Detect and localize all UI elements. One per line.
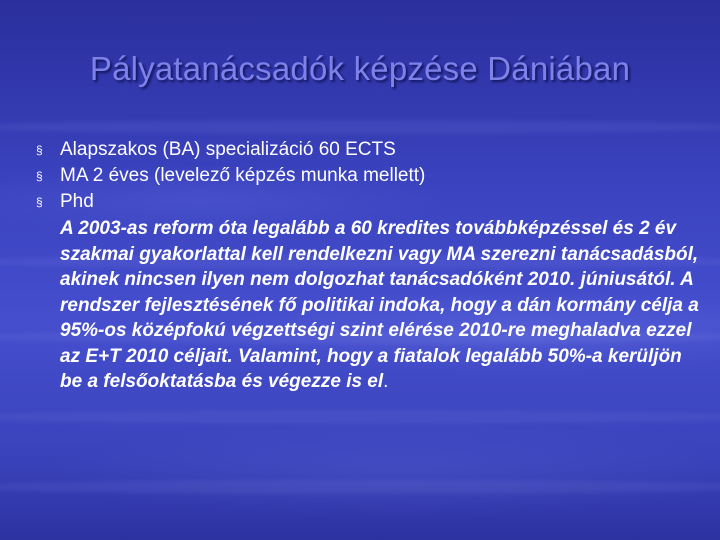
bullet-item — [36, 189, 696, 215]
background-wave — [0, 410, 720, 424]
bullet-item — [36, 163, 696, 189]
background-wave — [0, 480, 720, 494]
body-paragraph — [60, 216, 700, 395]
bullet-icon: § — [36, 169, 43, 183]
bullet-icon: § — [36, 143, 43, 157]
bullet-text: Alapszakos (BA) specializáció 60 ECTS — [60, 139, 396, 160]
body-paragraph-period: . — [383, 371, 389, 392]
bullet-list — [36, 137, 696, 215]
background-wave — [0, 120, 720, 134]
bullet-icon: § — [36, 195, 43, 209]
bullet-text: MA 2 éves (levelező képzés munka mellett) — [60, 165, 426, 186]
bullet-item — [36, 137, 696, 163]
slide-content — [36, 137, 699, 395]
slide-title: Pályatanácsadók képzése Dániában — [89, 50, 631, 87]
bullet-text: Phd — [60, 191, 94, 212]
body-paragraph-text: A 2003-as reform óta legalább a 60 kredites továbbképzéssel és 2 év szakmai gyakorlattal kell rendelkezni vagy MA szerezni tanácsadásból, akinek nincsen ilyen nem dolgozhat tanácsadóként 2010. júniusától. A rendszer fejlesztésének fő politikai indoka, hogy a dán kormány célja a 95%-os középfokú végzettségi szint elérése 2010-re meghaladva ezzel az E+T 2010 céljait. Valamint, hogy a fiatalok legalább 50%-a kerüljön be a felsőoktatásba és végezze is el — [60, 218, 699, 392]
